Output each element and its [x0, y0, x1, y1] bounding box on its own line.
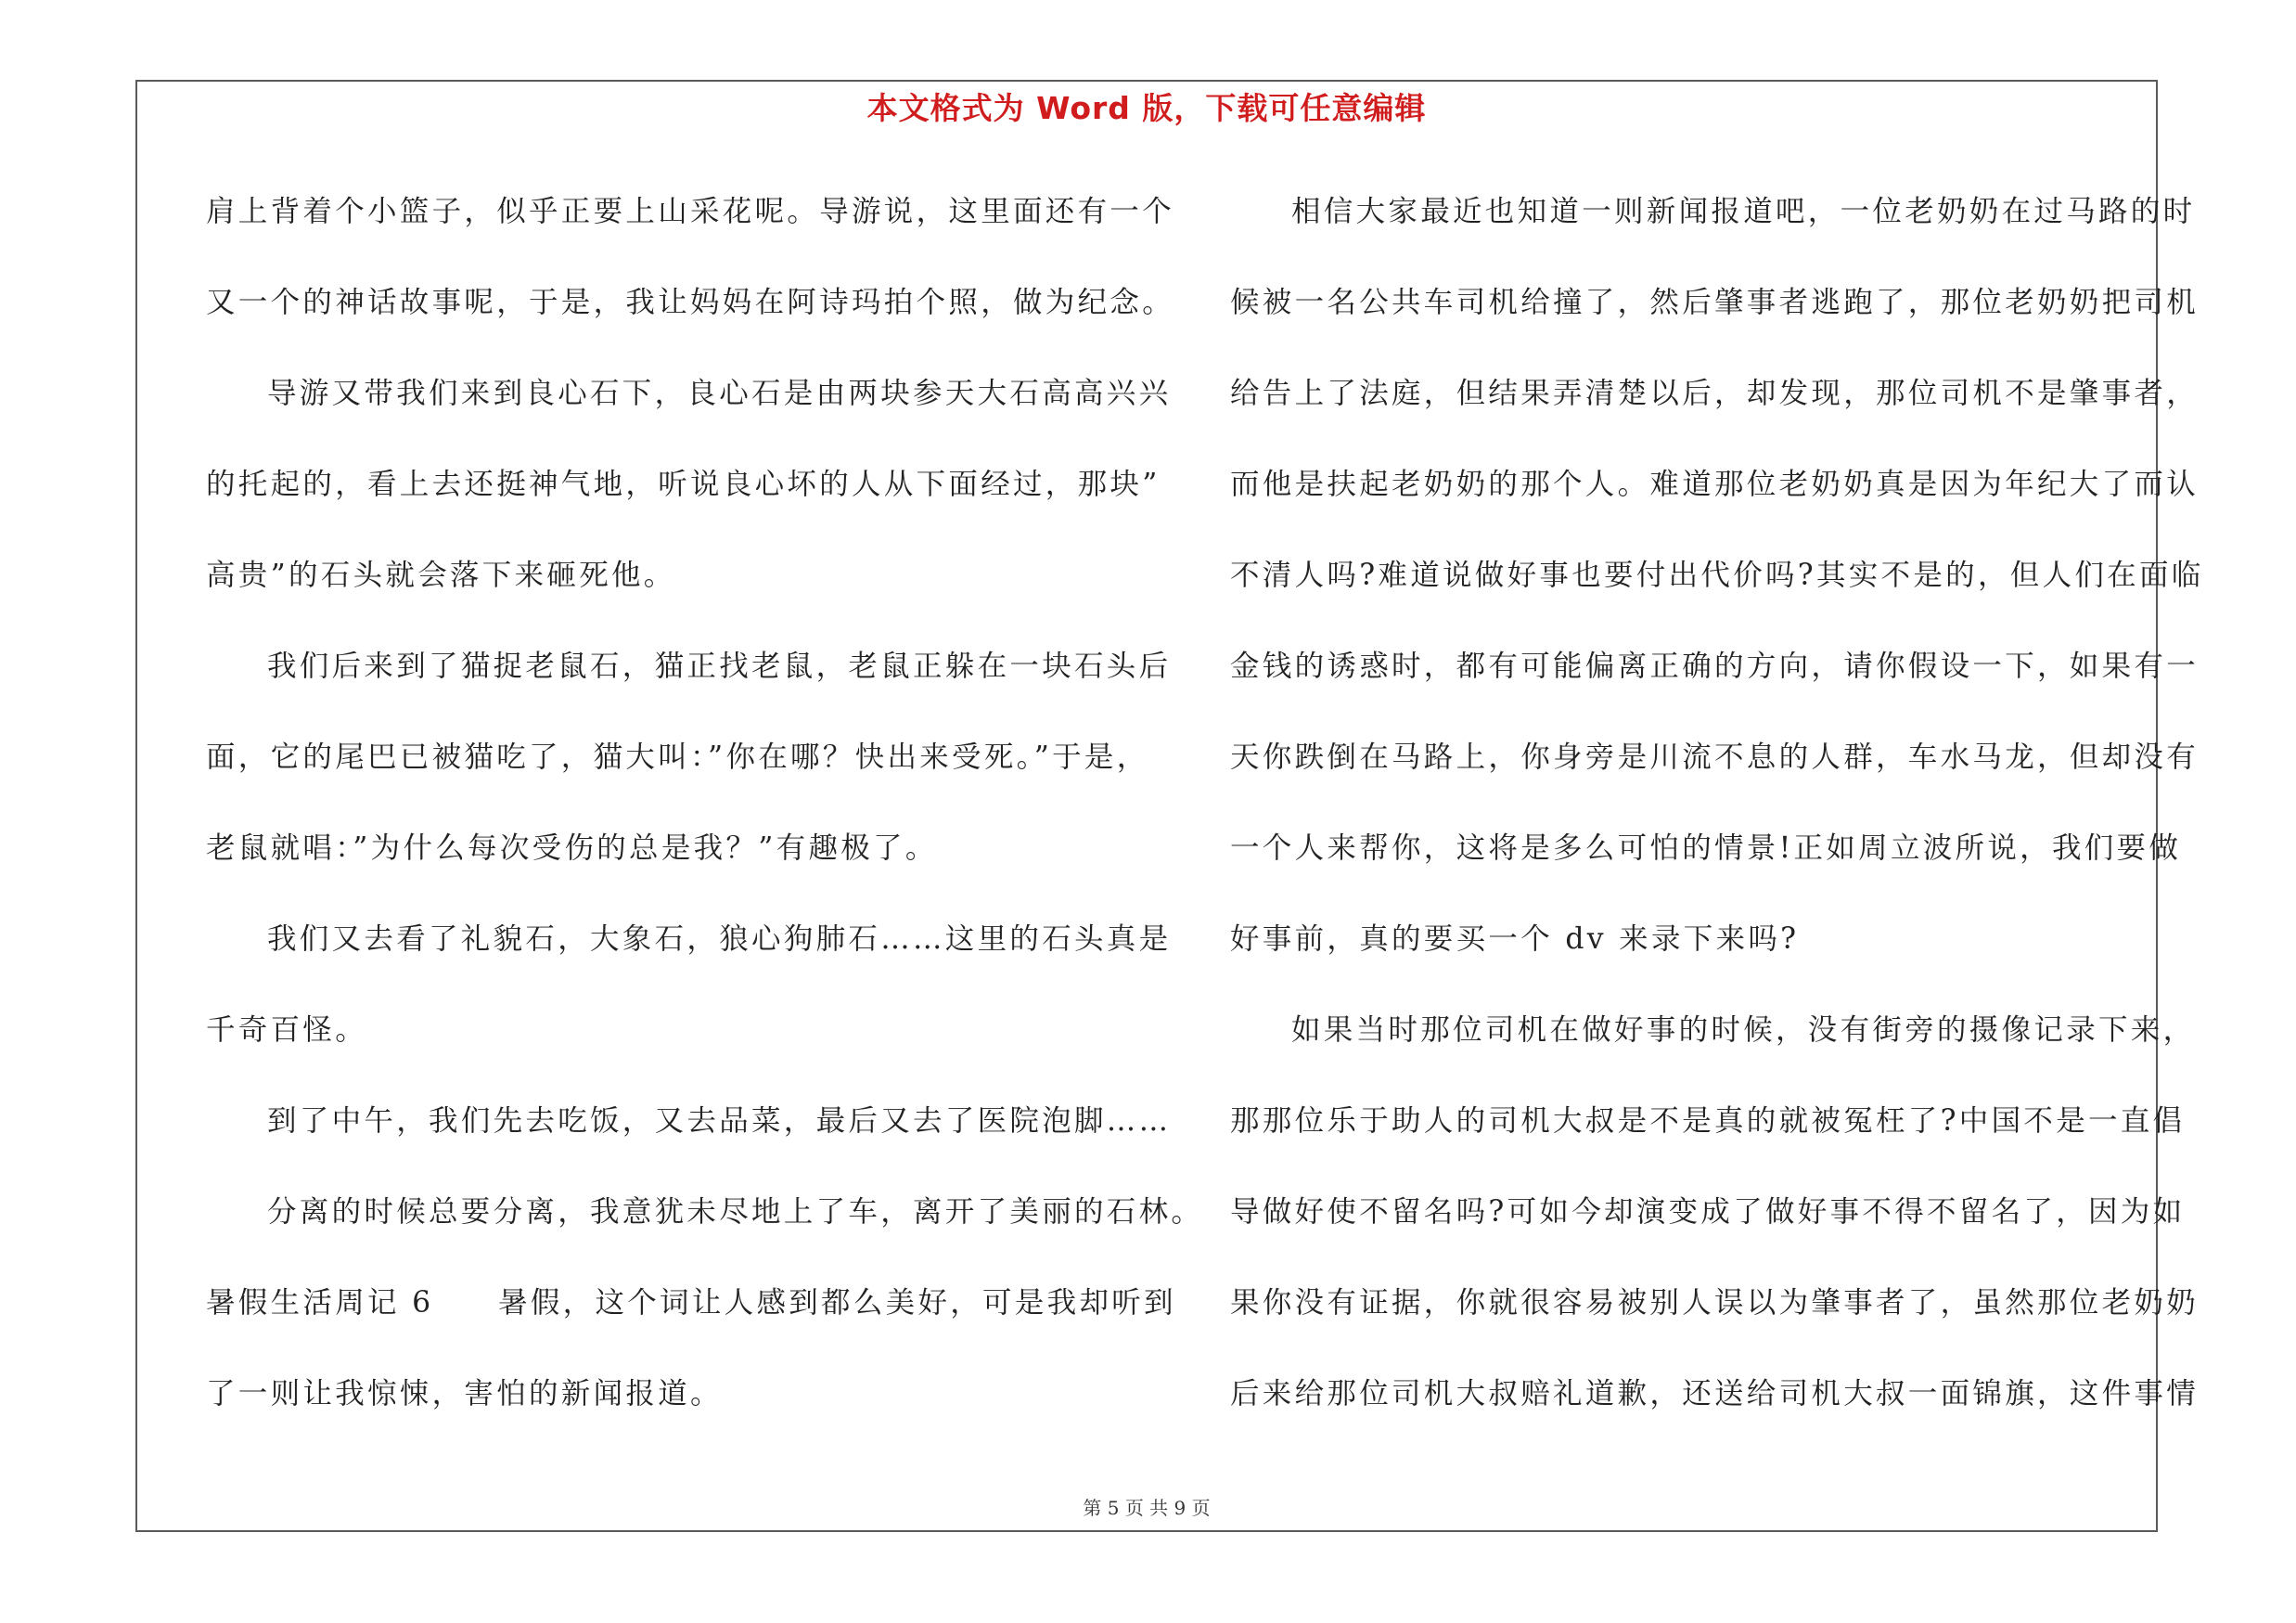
text-line: 金钱的诱惑时，都有可能偏离正确的方向，请你假设一下，如果有一	[1230, 650, 2200, 683]
text-line: 暑假生活周记 6 暑假，这个词让人感到都么美好，可是我却听到	[206, 1286, 1176, 1320]
paragraph-start-line: 导游又带我们来到良心石下，良心石是由两块参天大石高高兴兴	[267, 377, 1172, 410]
paragraph-start-line: 我们后来到了猫捉老鼠石，猫正找老鼠，老鼠正躲在一块石头后	[267, 650, 1172, 683]
paragraph-start-line: 如果当时那位司机在做好事的时候，没有街旁的摄像记录下来，	[1291, 1013, 2196, 1047]
text-line: 导做好使不留名吗?可如今却演变成了做好事不得不留名了，因为如	[1230, 1195, 2186, 1229]
text-line: 一个人来帮你，这将是多么可怕的情景!正如周立波所说，我们要做	[1230, 831, 2182, 865]
text-line: 面，它的尾巴已被猫吃了，猫大叫：”你在哪？快出来受死。”于是，	[206, 741, 1149, 774]
paragraph-start-line: 相信大家最近也知道一则新闻报道吧，一位老奶奶在过马路的时	[1291, 195, 2196, 228]
text-line: 不清人吗?难道说做好事也要付出代价吗?其实不是的，但人们在面临	[1230, 559, 2204, 592]
right-column	[1230, 184, 2204, 1457]
text-line: 后来给那位司机大叔赔礼道歉，还送给司机大叔一面锦旗，这件事情	[1230, 1377, 2200, 1410]
text-line: 又一个的神话故事呢，于是，我让妈妈在阿诗玛拍个照，做为纪念。	[206, 286, 1175, 319]
text-line: 好事前，真的要买一个 dv 来录下来吗?	[1230, 922, 1800, 956]
text-line: 天你跌倒在马路上，你身旁是川流不息的人群，车水马龙，但却没有	[1230, 741, 2200, 774]
text-line: 肩上背着个小篮子，似乎正要上山采花呢。导游说，这里面还有一个	[206, 195, 1175, 228]
text-line: 老鼠就唱：”为什么每次受伤的总是我？”有趣极了。	[206, 831, 938, 865]
text-line: 了一则让我惊悚，害怕的新闻报道。	[206, 1377, 723, 1410]
text-line: 的托起的，看上去还挺神气地，听说良心坏的人从下面经过，那块”	[206, 468, 1161, 501]
page-number-footer: 第 5 页 共 9 页	[1083, 1497, 1211, 1519]
left-column	[206, 184, 1204, 1457]
text-line: 那那位乐于助人的司机大叔是不是真的就被冤枉了?中国不是一直倡	[1230, 1104, 2186, 1138]
paragraph-start-line: 到了中午，我们先去吃饭，又去品菜，最后又去了医院泡脚……	[267, 1104, 1172, 1138]
text-line: 候被一名公共车司机给撞了，然后肇事者逃跑了，那位老奶奶把司机	[1230, 286, 2200, 319]
paragraph-start-line: 分离的时候总要分离，我意犹未尽地上了车，离开了美丽的石林。	[267, 1195, 1204, 1229]
text-line: 千奇百怪。	[206, 1013, 368, 1047]
text-line: 而他是扶起老奶奶的那个人。难道那位老奶奶真是因为年纪大了而认	[1230, 468, 2200, 501]
page-header-title: 本文格式为 Word 版，下载可任意编辑	[866, 90, 1427, 126]
paragraph-start-line: 我们又去看了礼貌石，大象石，狼心狗肺石……这里的石头真是	[267, 922, 1172, 956]
text-line: 给告上了法庭，但结果弄清楚以后，却发现，那位司机不是肇事者，	[1230, 377, 2200, 410]
text-line: 高贵”的石头就会落下来砸死他。	[206, 559, 676, 592]
text-line: 果你没有证据，你就很容易被别人误以为肇事者了，虽然那位老奶奶	[1230, 1286, 2200, 1320]
